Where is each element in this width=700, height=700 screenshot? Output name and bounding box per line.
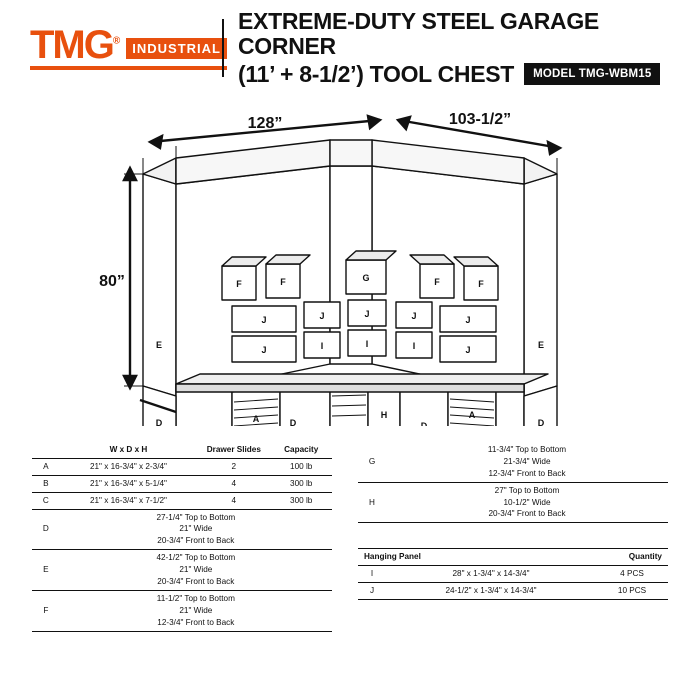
block-line: 10-1/2" Wide xyxy=(503,497,551,507)
row-key: J xyxy=(358,583,386,600)
label-J-1: J xyxy=(261,315,267,325)
block-line: 20-3/4" Front to Back xyxy=(488,509,566,519)
label-D-left-inner: D xyxy=(289,418,297,426)
diagram-svg xyxy=(0,96,700,426)
brand-logo xyxy=(0,23,222,70)
row-block xyxy=(60,590,332,631)
registered-mark-icon: ® xyxy=(112,35,121,47)
col-slides: Drawer Slides xyxy=(197,442,270,458)
label-F-right2: F xyxy=(478,279,484,289)
row-spec: 21" x 16-3/4" x 2-3/4" xyxy=(60,458,198,475)
label-G: G xyxy=(362,273,370,283)
title-line-2: (11’ + 8-1/2’) TOOL CHEST xyxy=(238,60,515,87)
row-block xyxy=(386,482,668,523)
dim-depth-label: 103-1/2” xyxy=(448,111,512,128)
table-row xyxy=(32,509,332,550)
page-title xyxy=(238,9,700,87)
row-slides: 4 xyxy=(197,475,270,492)
block-line: 20-3/4" Front to Back xyxy=(157,577,235,587)
row-block xyxy=(60,509,332,550)
row-qty: 10 PCS xyxy=(596,583,668,600)
model-badge: MODEL TMG-WBM15 xyxy=(524,63,660,85)
panel-header-row xyxy=(358,549,668,566)
label-F-left1: F xyxy=(236,279,242,289)
label-I-2: I xyxy=(365,339,369,349)
right-spec-table xyxy=(358,442,668,600)
label-A-right: A xyxy=(468,410,476,420)
table-row xyxy=(358,482,668,523)
block-line: 21" Wide xyxy=(179,605,213,615)
col-key xyxy=(32,442,60,458)
row-block xyxy=(60,550,332,591)
label-D-left-outer: D xyxy=(155,418,163,426)
block-line: 42-1/2" Top to Bottom xyxy=(156,553,236,563)
block-line: 20-3/4" Front to Back xyxy=(157,536,235,546)
block-line: 21" Wide xyxy=(179,524,213,534)
row-qty: 4 PCS xyxy=(596,566,668,583)
label-J-2: J xyxy=(261,345,267,355)
row-spec: 28" x 1-3/4" x 14-3/4" xyxy=(386,566,596,583)
label-A-left: A xyxy=(252,414,260,424)
spacer-cell xyxy=(358,523,386,549)
label-J-4: J xyxy=(364,309,370,319)
block-line: 11-3/4" Top to Bottom xyxy=(487,445,567,454)
table-row xyxy=(358,583,668,600)
row-key: C xyxy=(32,492,60,509)
table-row xyxy=(358,442,668,482)
logo-tmg-text: TMG® xyxy=(30,23,121,67)
spacer-cell xyxy=(386,523,596,549)
label-I-1: I xyxy=(320,341,324,351)
label-H: H xyxy=(380,410,388,420)
label-F-left2: F xyxy=(280,277,286,287)
row-key: A xyxy=(32,458,60,475)
row-key: E xyxy=(32,550,60,591)
label-J-3: J xyxy=(319,311,325,321)
row-spec: 21" x 16-3/4" x 5-1/4" xyxy=(60,475,198,492)
left-spec-table xyxy=(32,442,332,632)
product-diagram xyxy=(0,96,700,426)
table-row xyxy=(32,475,332,492)
row-slides: 4 xyxy=(197,492,270,509)
logo-industrial-tag: INDUSTRIAL xyxy=(126,38,227,59)
label-J-6: J xyxy=(465,315,471,325)
row-capacity: 100 lb xyxy=(270,458,332,475)
col-wdh: W x D x H xyxy=(60,442,198,458)
title-line-1: EXTREME-DUTY STEEL GARAGE CORNER xyxy=(238,8,599,60)
block-line: 12-3/4" Front to Back xyxy=(488,468,566,478)
col-capacity: Capacity xyxy=(270,442,332,458)
spec-tables xyxy=(0,432,700,700)
block-line: 27-1/4" Top to Bottom xyxy=(156,512,236,522)
table-row xyxy=(32,458,332,475)
col-hanging-panel: Hanging Panel xyxy=(358,549,596,566)
block-line: 12-3/4" Front to Back xyxy=(157,617,235,627)
spacer-row xyxy=(358,523,668,549)
row-key: G xyxy=(358,442,386,482)
row-block xyxy=(386,442,668,482)
block-line: 11-1/2" Top to Bottom xyxy=(156,593,235,603)
col-quantity: Quantity xyxy=(596,549,668,566)
dim-width-label: 128” xyxy=(247,115,283,132)
row-spec: 21" x 16-3/4" x 7-1/2" xyxy=(60,492,198,509)
label-F-right1: F xyxy=(434,277,440,287)
table-row xyxy=(32,550,332,591)
row-slides: 2 xyxy=(197,458,270,475)
row-capacity: 300 lb xyxy=(270,475,332,492)
table-row xyxy=(32,492,332,509)
label-E-right: E xyxy=(537,340,545,350)
row-spec: 24-1/2" x 1-3/4" x 14-3/4" xyxy=(386,583,596,600)
row-key: D xyxy=(32,509,60,550)
label-E-left: E xyxy=(155,340,163,350)
header-divider xyxy=(222,19,224,77)
label-I-3: I xyxy=(412,341,416,351)
table-row xyxy=(32,590,332,631)
page-header xyxy=(0,0,700,96)
label-D-right-inner: D xyxy=(420,421,428,426)
row-key: H xyxy=(358,482,386,523)
spacer-cell xyxy=(596,523,668,549)
row-key: B xyxy=(32,475,60,492)
row-key: F xyxy=(32,590,60,631)
table-header-row xyxy=(32,442,332,458)
dim-height-label: 80” xyxy=(99,273,125,290)
row-key: I xyxy=(358,566,386,583)
label-J-5: J xyxy=(411,311,417,321)
block-line: 21-3/4" Wide xyxy=(503,456,551,466)
block-line: 27" Top to Bottom xyxy=(494,485,560,495)
label-J-7: J xyxy=(465,345,471,355)
row-capacity: 300 lb xyxy=(270,492,332,509)
block-line: 21" Wide xyxy=(179,565,213,575)
table-row xyxy=(358,566,668,583)
label-D-right-outer: D xyxy=(537,418,545,426)
